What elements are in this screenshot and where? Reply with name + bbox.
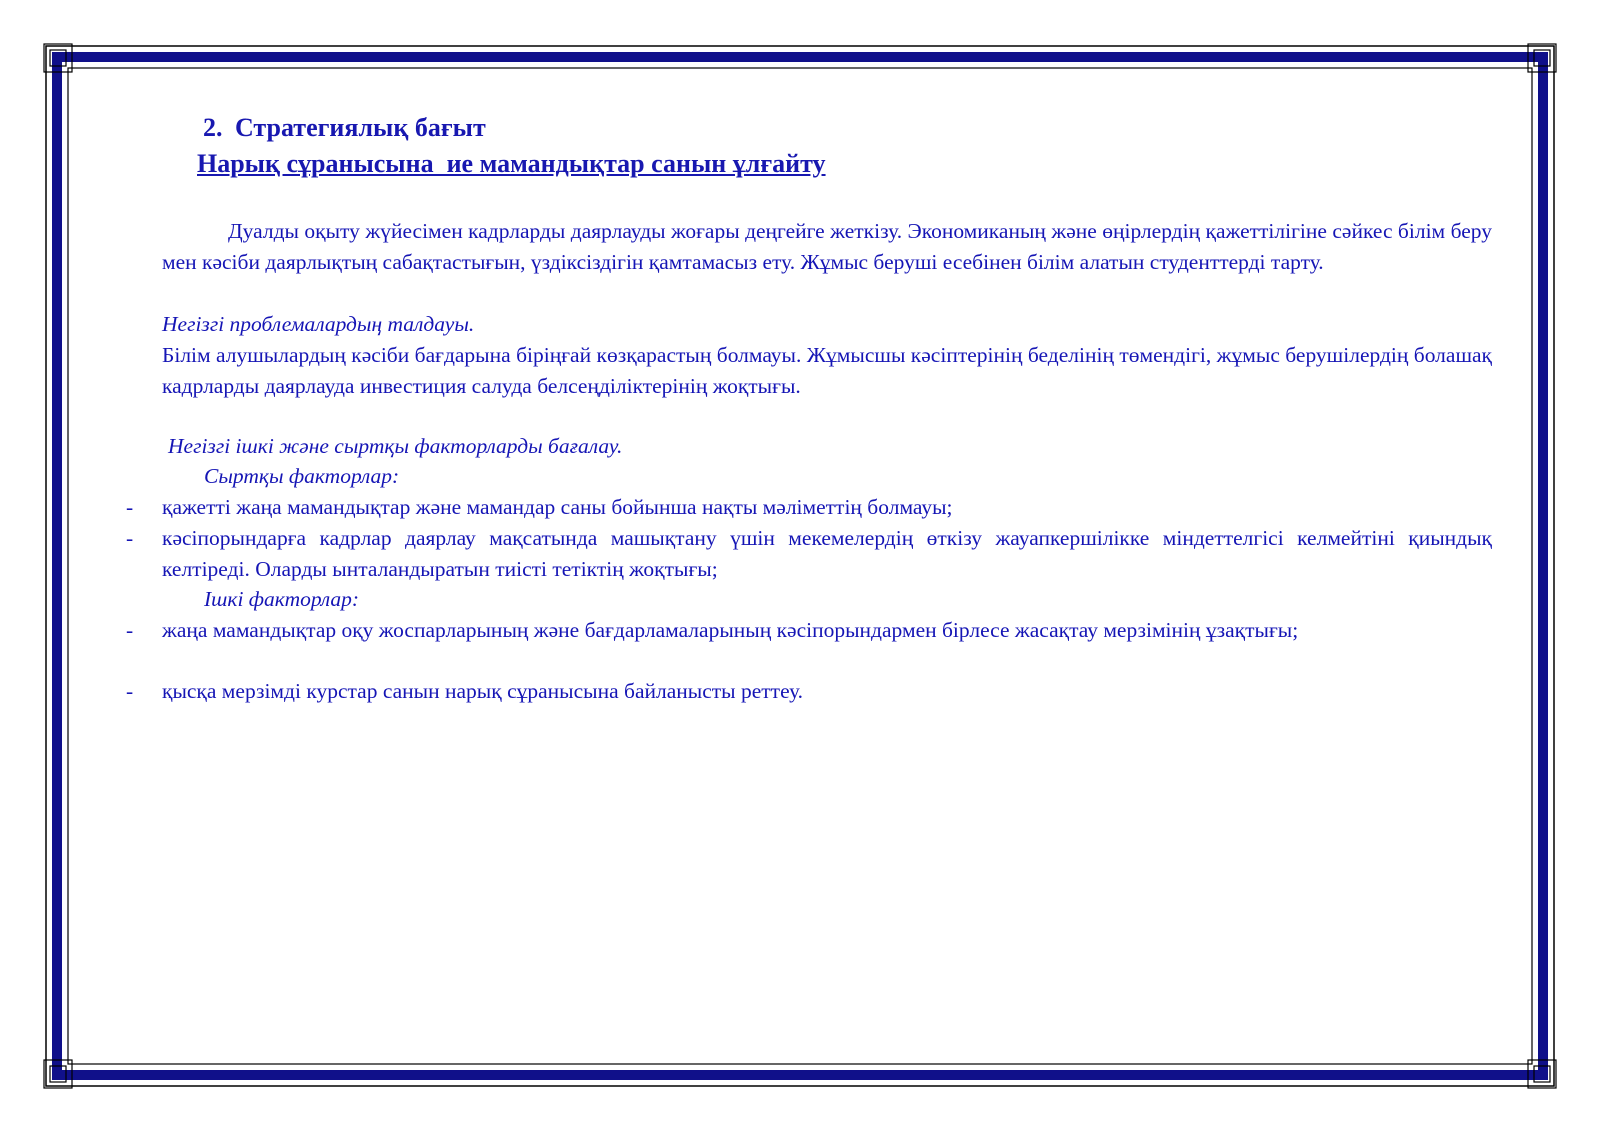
section-title: Стратегиялық бағыт	[235, 113, 486, 142]
external-factor-item: қажетті жаңа мамандықтар және мамандар саны бойынша нақты мәліметтің болмауы;	[162, 495, 953, 519]
external-factors-title: Сыртқы факторлар:	[204, 464, 400, 488]
section-heading	[203, 113, 486, 143]
problems-text: Білім алушылардың кәсіби бағдарына біріңғай көзқарастың болмауы. Жұмысшы кәсіптерінің беделінің төмендігі, жұмыс берушілердің болашақ кадрларды даярлауда инвестиция салуда белсеңділіктерінің жоқтығы.	[162, 343, 1492, 398]
bullet-marker: -	[126, 618, 134, 642]
internal-factors-title: Ішкі факторлар:	[204, 587, 360, 611]
internal-factor-item: жаңа мамандықтар оқу жоспарларының және бағдарламаларының кәсіпорындармен бірлесе жасақтау мерзімінің ұзақтығы;	[162, 618, 1299, 642]
section-number: 2.	[203, 113, 223, 142]
factors-title: Негізгі ішкі және сыртқы факторларды бағалау.	[168, 434, 623, 458]
bullet-marker: -	[126, 526, 134, 550]
intro-paragraph: Дуалды оқыту жүйесімен кадрларды даярлауды жоғары деңгейге жеткізу. Экономиканың және өңірлердің қажеттілігіне сәйкес білім беру мен кәсіби даярлықтың сабақтастығын, үздіксіздігін қамтамасыз ету. Жұмыс беруші есебінен білім алатын студенттерді тарту.	[162, 219, 1492, 274]
bullet-marker: -	[126, 679, 134, 703]
problems-title: Негізгі проблемалардың талдауы.	[162, 312, 475, 336]
bullet-marker: -	[126, 495, 134, 519]
external-factor-item: кәсіпорындарға кадрлар даярлау мақсатында машықтану үшін мекемелердің өткізу жауапкершілікке міндеттелгісі келмейтіні қиындық келтіреді. Оларды ынталандыратын тиісті тетіктің жоқтығы;	[162, 526, 1492, 581]
goal-title: Нарық сұранысына ие мамандықтар санын ұлғайту	[197, 149, 826, 178]
internal-factor-item: қысқа мерзімді курстар санын нарық сұранысына байланысты реттеу.	[162, 679, 804, 703]
